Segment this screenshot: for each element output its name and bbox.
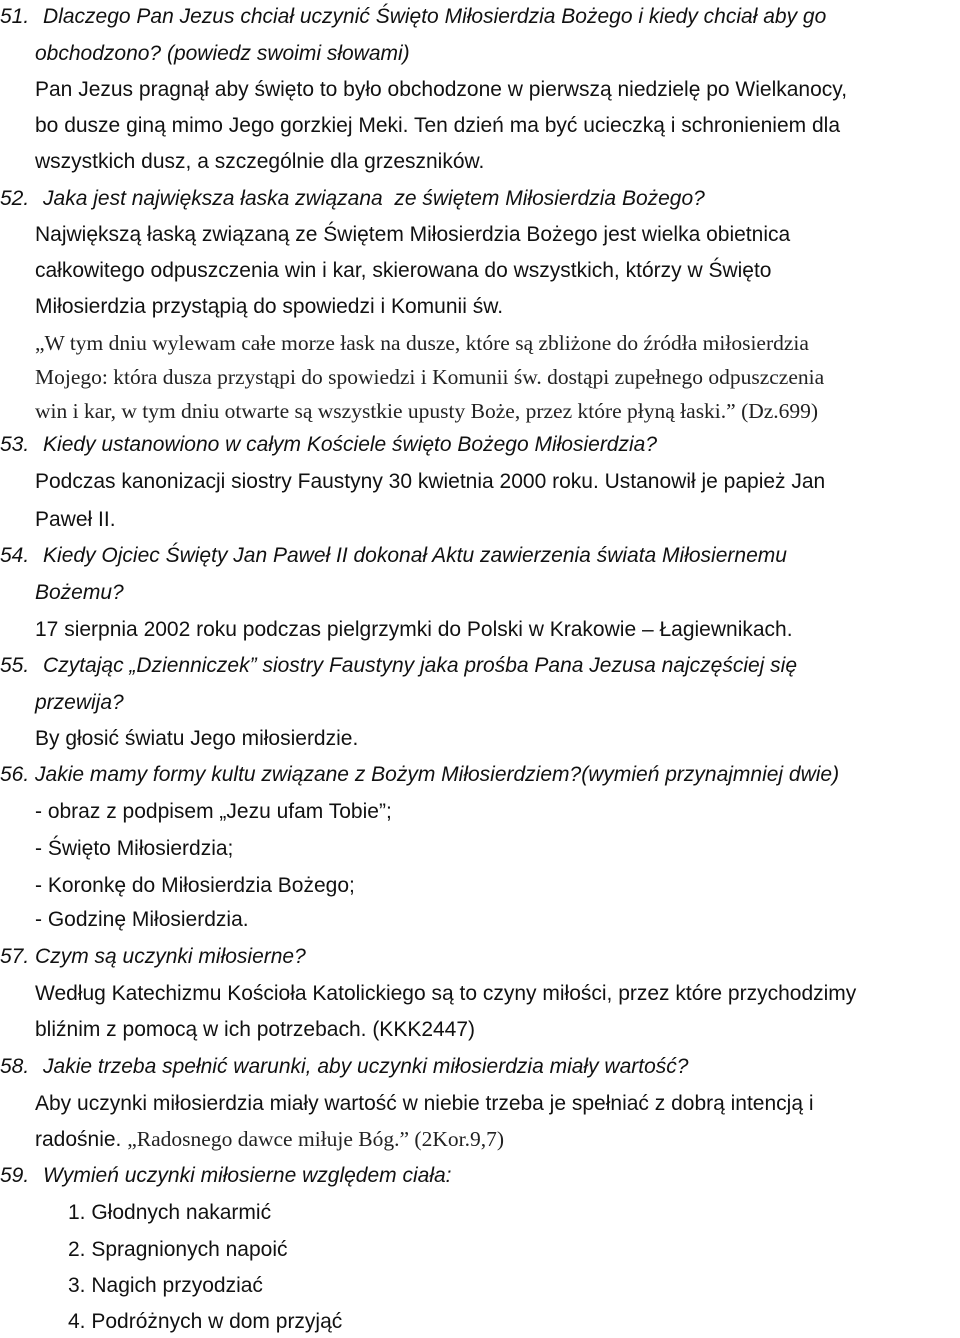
quote-52-line-1: „W tym dniu wylewam całe morze łask na dusze, które są zbliżone do źródła miłosierdzia <box>35 331 809 355</box>
question-number: 54. <box>0 544 30 567</box>
question-number: 57. <box>0 945 30 968</box>
question-number: 58. <box>0 1055 30 1078</box>
question-text: Dlaczego Pan Jezus chciał uczynić Święto Miłosierdzia Bożego i kiedy chciał aby go <box>43 5 827 28</box>
list-item: - Koronkę do Miłosierdzia Bożego; <box>35 874 355 897</box>
answer-51-line-2: bo dusze giną mimo Jego gorzkiej Meki. Ten dzień ma być ucieczką i schronieniem dla <box>35 114 841 137</box>
question-51-line-2: obchodzono? (powiedz swoimi słowami) <box>35 42 410 65</box>
answer-58-line-2 <box>35 1124 504 1155</box>
answer-53-line-1: Podczas kanonizacji siostry Faustyny 30 kwietnia 2000 roku. Ustanowił je papież Jan <box>35 470 826 493</box>
list-item: 2. Spragnionych napoić <box>68 1238 288 1261</box>
question-59 <box>0 1161 452 1191</box>
answer-54: 17 sierpnia 2002 roku podczas pielgrzymki do Polski w Krakowie – Łagiewnikach. <box>35 618 793 641</box>
question-text: Wymień uczynki miłosierne względem ciała: <box>43 1164 452 1187</box>
question-56 <box>0 760 839 790</box>
answer-53-line-2: Paweł II. <box>35 508 116 531</box>
answer-text: radośnie. <box>35 1128 122 1151</box>
question-55-line-2: przewija? <box>35 691 124 714</box>
question-51-line-1 <box>0 2 826 32</box>
list-item: - Święto Miłosierdzia; <box>35 837 234 860</box>
list-item: 3. Nagich przyodziać <box>68 1274 263 1297</box>
bible-quote: „Radosnego dawce miłuje Bóg.” (2Kor.9,7) <box>127 1127 504 1151</box>
answer-52-line-3: Miłosierdzia przystąpią do spowiedzi i Komunii św. <box>35 295 504 318</box>
answer-51-line-3: wszystkich dusz, a szczególnie dla grzeszników. <box>35 150 485 173</box>
answer-57-line-1: Według Katechizmu Kościoła Katolickiego są to czyny miłości, przez które przychodzimy <box>35 982 857 1005</box>
question-55-line-1 <box>0 651 797 681</box>
quote-52-line-3: win i kar, w tym dniu otwarte są wszystkie upusty Boże, przez które płyną łaski.” (Dz.699) <box>35 399 819 423</box>
question-number: 52. <box>0 187 30 210</box>
question-number: 53. <box>0 433 30 456</box>
list-item: - obraz z podpisem „Jezu ufam Tobie”; <box>35 800 392 823</box>
list-item: - Godzinę Miłosierdzia. <box>35 908 249 931</box>
question-text: Kiedy Ojciec Święty Jan Paweł II dokonał Aktu zawierzenia świata Miłosiernemu <box>43 544 787 567</box>
question-58 <box>0 1052 688 1082</box>
question-text: Jakie mamy formy kultu związane z Bożym Miłosierdziem?(wymień przynajmniej dwie) <box>35 763 840 786</box>
question-text: Czytając „Dzienniczek” siostry Faustyny jaka prośba Pana Jezusa najczęściej się <box>43 654 798 677</box>
question-number: 51. <box>0 5 30 28</box>
question-54-line-2: Bożemu? <box>35 581 124 604</box>
answer-57-line-2: bliźnim z pomocą w ich potrzebach. (KKK2447) <box>35 1018 476 1041</box>
question-number: 55. <box>0 654 30 677</box>
question-number: 59. <box>0 1164 30 1187</box>
question-text: Kiedy ustanowiono w całym Kościele święto Bożego Miłosierdzia? <box>43 433 658 456</box>
quote-52-line-2: Mojego: która dusza przystąpi do spowiedzi i Komunii św. dostąpi zupełnego odpuszczenia <box>35 365 825 389</box>
answer-58-line-1: Aby uczynki miłosierdzia miały wartość w niebie trzeba je spełniać z dobrą intencją i <box>35 1092 814 1115</box>
answer-51-line-1: Pan Jezus pragnął aby święto to było obchodzone w pierwszą niedzielę po Wielkanocy, <box>35 78 848 101</box>
question-53 <box>0 430 657 460</box>
answer-55: By głosić światu Jego miłosierdzie. <box>35 727 359 750</box>
list-item: 1. Głodnych nakarmić <box>68 1201 272 1224</box>
answer-52-line-1: Największą łaską związaną ze Świętem Miłosierdzia Bożego jest wielka obietnica <box>35 223 791 246</box>
list-item: 4. Podróżnych w dom przyjąć <box>68 1310 343 1333</box>
answer-52-line-2: całkowitego odpuszczenia win i kar, skierowana do wszystkich, którzy w Święto <box>35 259 772 282</box>
question-number: 56. <box>0 763 30 786</box>
question-text: Jakie trzeba spełnić warunki, aby uczynki miłosierdzia miały wartość? <box>43 1055 689 1078</box>
question-text: Jaka jest największa łaska związana ze świętem Miłosierdzia Bożego? <box>43 187 705 210</box>
question-57 <box>0 942 306 972</box>
question-text: Czym są uczynki miłosierne? <box>35 945 306 968</box>
question-52 <box>0 184 705 214</box>
question-54-line-1 <box>0 541 787 571</box>
